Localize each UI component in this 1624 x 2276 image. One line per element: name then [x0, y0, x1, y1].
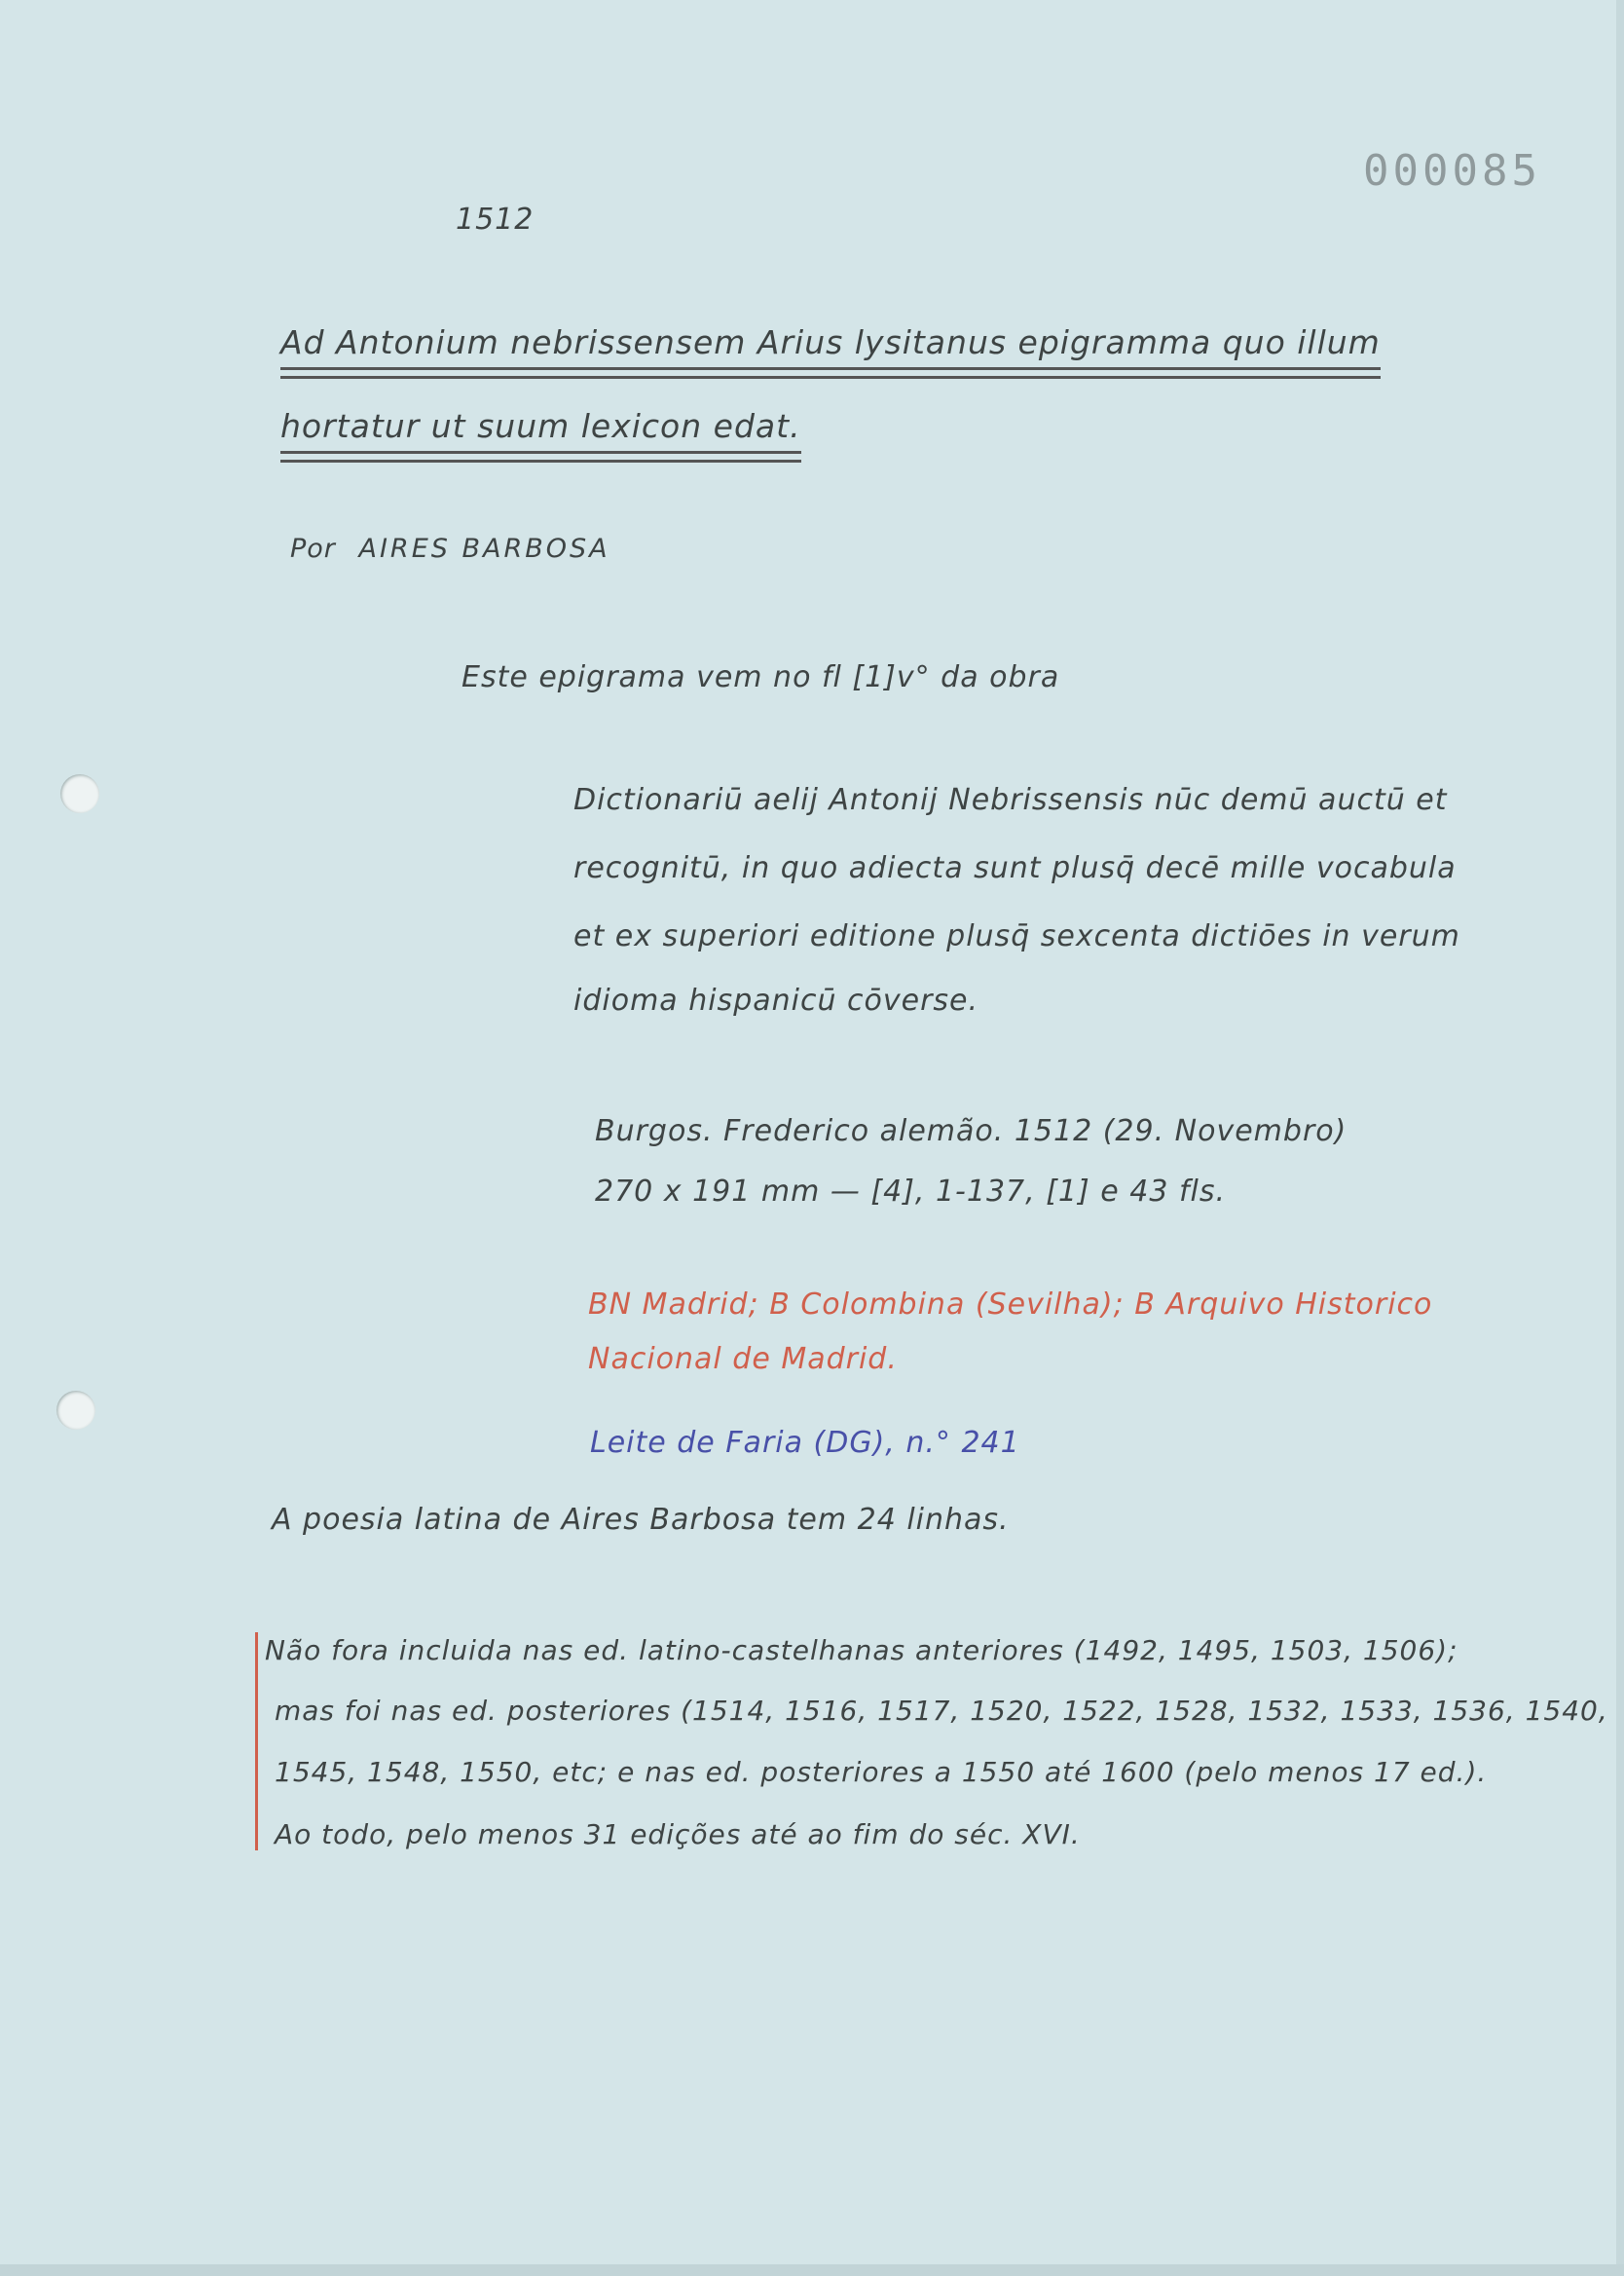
editions-note-line: mas foi nas ed. posteriores (1514, 1516, 1517, 1520, 1522, 1528, 1532, 1533, 1536, 1540,	[275, 1695, 1608, 1727]
location-line: Nacional de Madrid.	[588, 1342, 898, 1376]
margin-red-bar	[255, 1632, 258, 1850]
verse-note: A poesia latina de Aires Barbosa tem 24 linhas.	[272, 1503, 1010, 1537]
author-line	[290, 534, 610, 564]
author-name: AIRES BARBOSA	[358, 534, 610, 564]
editions-note-line: Ao todo, pelo menos 31 edições até ao fim do séc. XVI.	[275, 1818, 1081, 1850]
archive-stamp-number: 000085	[1363, 146, 1541, 196]
intro-text: Este epigrama vem no fl [1]v° da obra	[461, 660, 1060, 694]
title-line-1: Ad Antonium nebrissensem Arius lysitanus epigramma quo illum	[280, 323, 1381, 370]
editions-note-line: Não fora incluida nas ed. latino-castelhanas anteriores (1492, 1495, 1503, 1506);	[265, 1634, 1458, 1666]
location-line: BN Madrid; B Colombina (Sevilha); B Arquivo Historico	[588, 1287, 1433, 1322]
page-bottom-edge	[0, 2264, 1624, 2276]
imprint-line: 270 x 191 mm — [4], 1-137, [1] e 43 fls.	[595, 1175, 1227, 1209]
author-prefix: Por	[290, 534, 336, 564]
punch-hole	[56, 1391, 95, 1430]
work-title-line: et ex superiori editione plusq̄ sexcenta dictiōes in verum	[573, 919, 1460, 953]
title-line-2: hortatur ut suum lexicon edat.	[280, 407, 801, 454]
work-title-line: recognitū, in quo adiecta sunt plusq̄ decē mille vocabula	[573, 851, 1457, 885]
imprint-line: Burgos. Frederico alemão. 1512 (29. Novembro)	[595, 1114, 1347, 1148]
year: 1512	[456, 203, 535, 237]
page-edge	[1616, 0, 1624, 2276]
work-title-line: idioma hispanicū cōverse.	[573, 984, 979, 1018]
punch-hole	[60, 774, 99, 813]
editions-note-line: 1545, 1548, 1550, etc; e nas ed. posteriores a 1550 até 1600 (pelo menos 17 ed.).	[275, 1756, 1488, 1788]
work-title-line: Dictionariū aelij Antonij Nebrissensis nūc demū auctū et	[573, 783, 1448, 817]
bibliographic-reference: Leite de Faria (DG), n.° 241	[590, 1426, 1020, 1460]
